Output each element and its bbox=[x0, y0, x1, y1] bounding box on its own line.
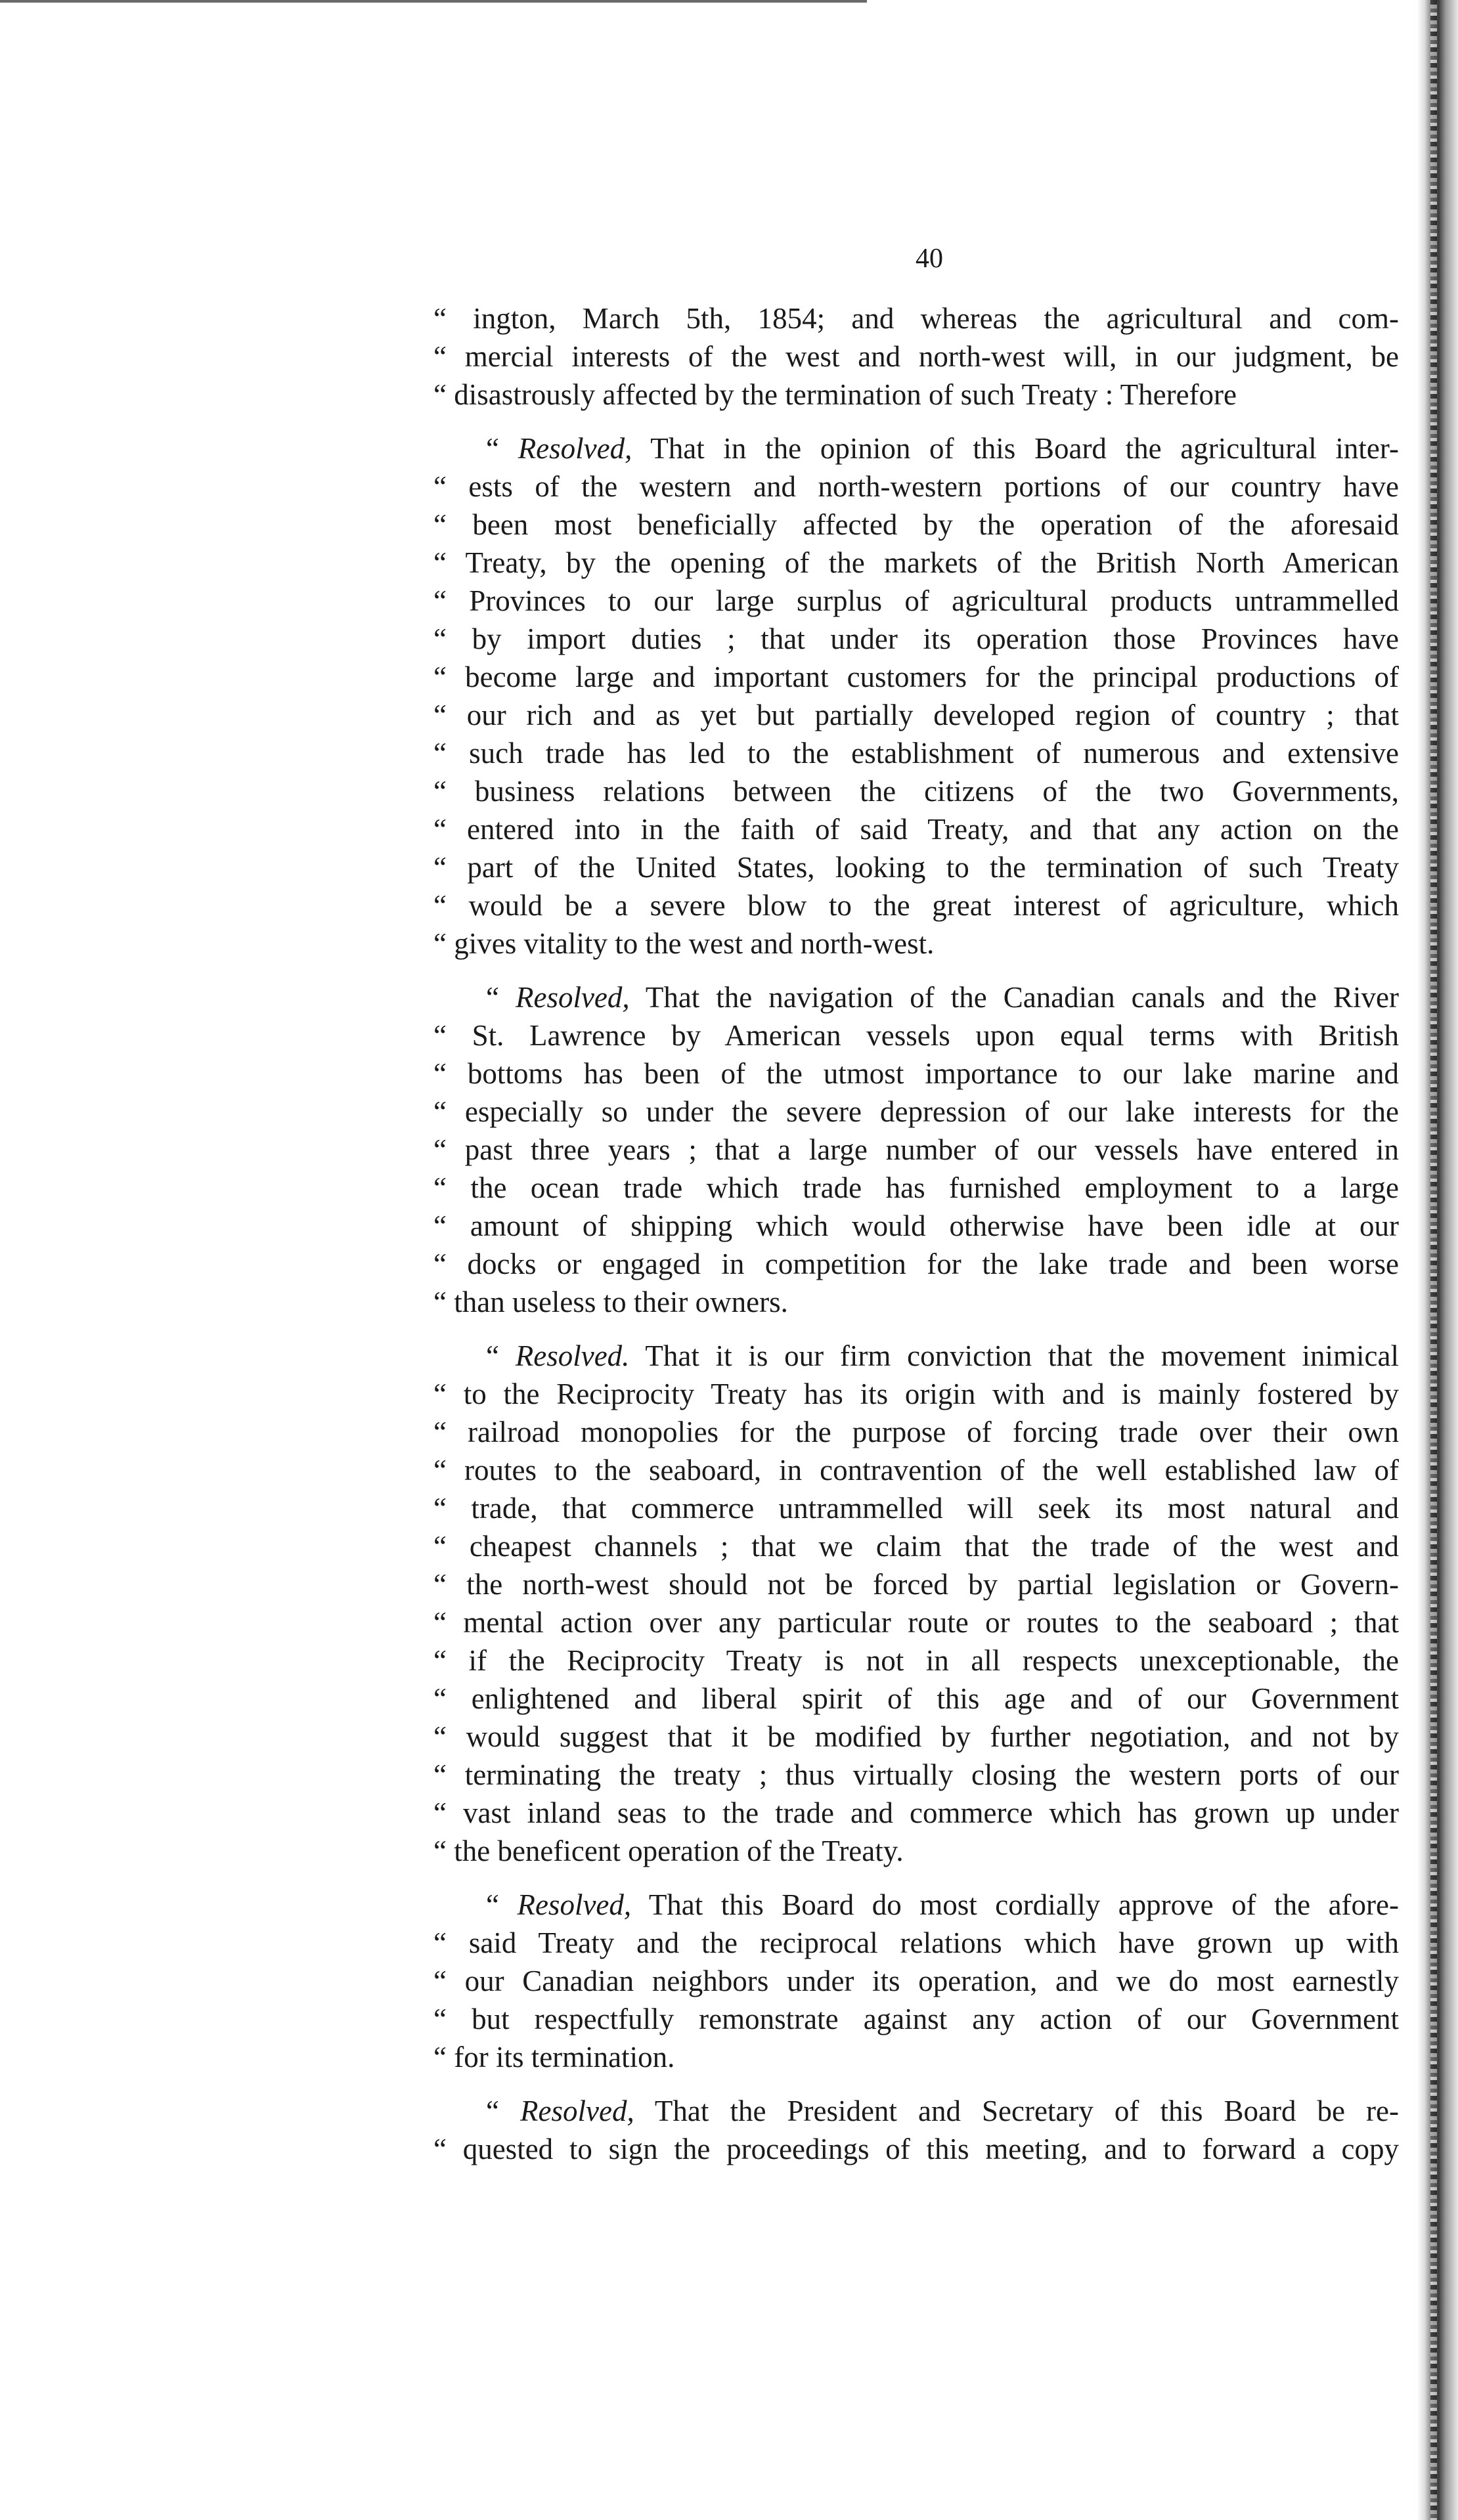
text-line bbox=[433, 2092, 1399, 2130]
text-line: “ past three years ; that a large number of our vessels have entered in bbox=[433, 1133, 1399, 1166]
text-line: “ disastrously affected by the termination of such Treaty : Therefore bbox=[433, 378, 1237, 411]
text-line: “ Provinces to our large surplus of agricultural products untrammelled bbox=[433, 584, 1399, 617]
text-line: “ part of the United States, looking to the termination of such Treaty bbox=[433, 851, 1399, 884]
text-line: “ for its termination. bbox=[433, 2041, 675, 2074]
quote-mark: “ bbox=[486, 1888, 518, 1921]
text-line: “ vast inland seas to the trade and commerce which has grown up under bbox=[433, 1796, 1399, 1829]
text-line: “ terminating the treaty ; thus virtually closing the western ports of our bbox=[433, 1758, 1399, 1791]
paragraph-resolution-agriculture bbox=[433, 429, 1399, 963]
text-line: “ our rich and as yet but partially developed region of country ; that bbox=[433, 699, 1399, 731]
text-line: “ especially so under the severe depression of our lake interests for the bbox=[433, 1095, 1399, 1128]
text-line: “ trade, that commerce untrammelled will seek its most natural and bbox=[433, 1492, 1399, 1525]
text-line: “ Treaty, by the opening of the markets of the British North American bbox=[433, 546, 1399, 579]
text-line: “ docks or engaged in competition for the lake trade and been worse bbox=[433, 1248, 1399, 1280]
text-line: “ been most beneficially affected by the operation of the aforesaid bbox=[433, 508, 1399, 541]
text-line: “ business relations between the citizens of the two Governments, bbox=[433, 775, 1399, 808]
text-line: “ the ocean trade which trade has furnished employment to a large bbox=[433, 1171, 1399, 1204]
text-line: “ amount of shipping which would otherwise have been idle at our bbox=[433, 1209, 1399, 1242]
text-line: “ mental action over any particular route or routes to the seaboard ; that bbox=[433, 1606, 1399, 1639]
page-binding-edge bbox=[1417, 0, 1458, 2520]
scan-top-rule bbox=[0, 0, 867, 3]
text-line: “ said Treaty and the reciprocal relations which have grown up with bbox=[433, 1926, 1399, 1959]
text-line: “ become large and important customers for the principal productions of bbox=[433, 661, 1399, 693]
document-body bbox=[433, 299, 1399, 2184]
text-line: “ would be a severe blow to the great interest of agriculture, which bbox=[433, 889, 1399, 922]
text-line: “ enlightened and liberal spirit of this age and of our Government bbox=[433, 1682, 1399, 1715]
text-line: “ quested to sign the proceedings of this meeting, and to forward a copy bbox=[433, 2133, 1399, 2165]
text-line bbox=[433, 978, 1399, 1016]
line-text: That in the opinion of this Board the agricultural inter- bbox=[632, 432, 1399, 465]
text-line bbox=[433, 1886, 1399, 1924]
quote-mark: “ bbox=[486, 1339, 516, 1372]
text-line: “ the beneficent operation of the Treaty. bbox=[433, 1835, 904, 1867]
text-line: “ but respectfully remonstrate against any action of our Government bbox=[433, 2003, 1399, 2035]
resolved-keyword: Resolved, bbox=[517, 1888, 632, 1921]
line-text: That this Board do most cordially approve of the afore- bbox=[631, 1888, 1399, 1921]
text-line: “ ington, March 5th, 1854; and whereas the agricultural and com- bbox=[433, 302, 1399, 335]
paragraph-resolution-navigation bbox=[433, 978, 1399, 1321]
text-line: “ to the Reciprocity Treaty has its origin with and is mainly fostered by bbox=[433, 1378, 1399, 1410]
page-number: 40 bbox=[916, 244, 943, 274]
text-line: “ than useless to their owners. bbox=[433, 1286, 788, 1318]
text-line: “ cheapest channels ; that we claim that the trade of the west and bbox=[433, 1530, 1399, 1563]
text-line bbox=[433, 429, 1399, 467]
quote-mark: “ bbox=[486, 432, 518, 465]
text-line: “ such trade has led to the establishment of numerous and extensive bbox=[433, 737, 1399, 770]
paragraph-resolution-approval bbox=[433, 1886, 1399, 2076]
line-text: That it is our firm conviction that the movement inimical bbox=[629, 1339, 1399, 1372]
quote-mark: “ bbox=[486, 981, 516, 1014]
text-line: “ bottoms has been of the utmost importance to our lake marine and bbox=[433, 1057, 1399, 1090]
text-line: “ by import duties ; that under its operation those Provinces have bbox=[433, 622, 1399, 655]
text-line: “ routes to the seaboard, in contravention of the well established law of bbox=[433, 1454, 1399, 1487]
paragraph-resolution-signing bbox=[433, 2092, 1399, 2168]
text-line: “ railroad monopolies for the purpose of forcing trade over their own bbox=[433, 1416, 1399, 1448]
paragraph-resolution-railroad bbox=[433, 1337, 1399, 1870]
text-line bbox=[433, 1337, 1399, 1375]
resolved-keyword: Resolved, bbox=[520, 2095, 634, 2127]
text-line: “ would suggest that it be modified by further negotiation, and not by bbox=[433, 1720, 1399, 1753]
text-line: “ gives vitality to the west and north-west. bbox=[433, 927, 935, 960]
text-line: “ mercial interests of the west and north-west will, in our judgment, be bbox=[433, 340, 1399, 373]
resolved-keyword: Resolved. bbox=[515, 1339, 630, 1372]
paragraph-preamble bbox=[433, 299, 1399, 414]
text-line: “ St. Lawrence by American vessels upon equal terms with British bbox=[433, 1019, 1399, 1052]
resolved-keyword: Resolved, bbox=[518, 432, 632, 465]
line-text: That the navigation of the Canadian canals and the River bbox=[629, 981, 1399, 1014]
text-line: “ entered into in the faith of said Treaty, and that any action on the bbox=[433, 813, 1399, 846]
text-line: “ the north-west should not be forced by partial legislation or Govern- bbox=[433, 1568, 1399, 1601]
text-line: “ ests of the western and north-western portions of our country have bbox=[433, 470, 1399, 503]
quote-mark: “ bbox=[486, 2095, 521, 2127]
text-line: “ if the Reciprocity Treaty is not in all respects unexceptionable, the bbox=[433, 1644, 1399, 1677]
line-text: That the President and Secretary of this Board be re- bbox=[634, 2095, 1399, 2127]
resolved-keyword: Resolved, bbox=[515, 981, 630, 1014]
text-line: “ our Canadian neighbors under its operation, and we do most earnestly bbox=[433, 1965, 1399, 1997]
